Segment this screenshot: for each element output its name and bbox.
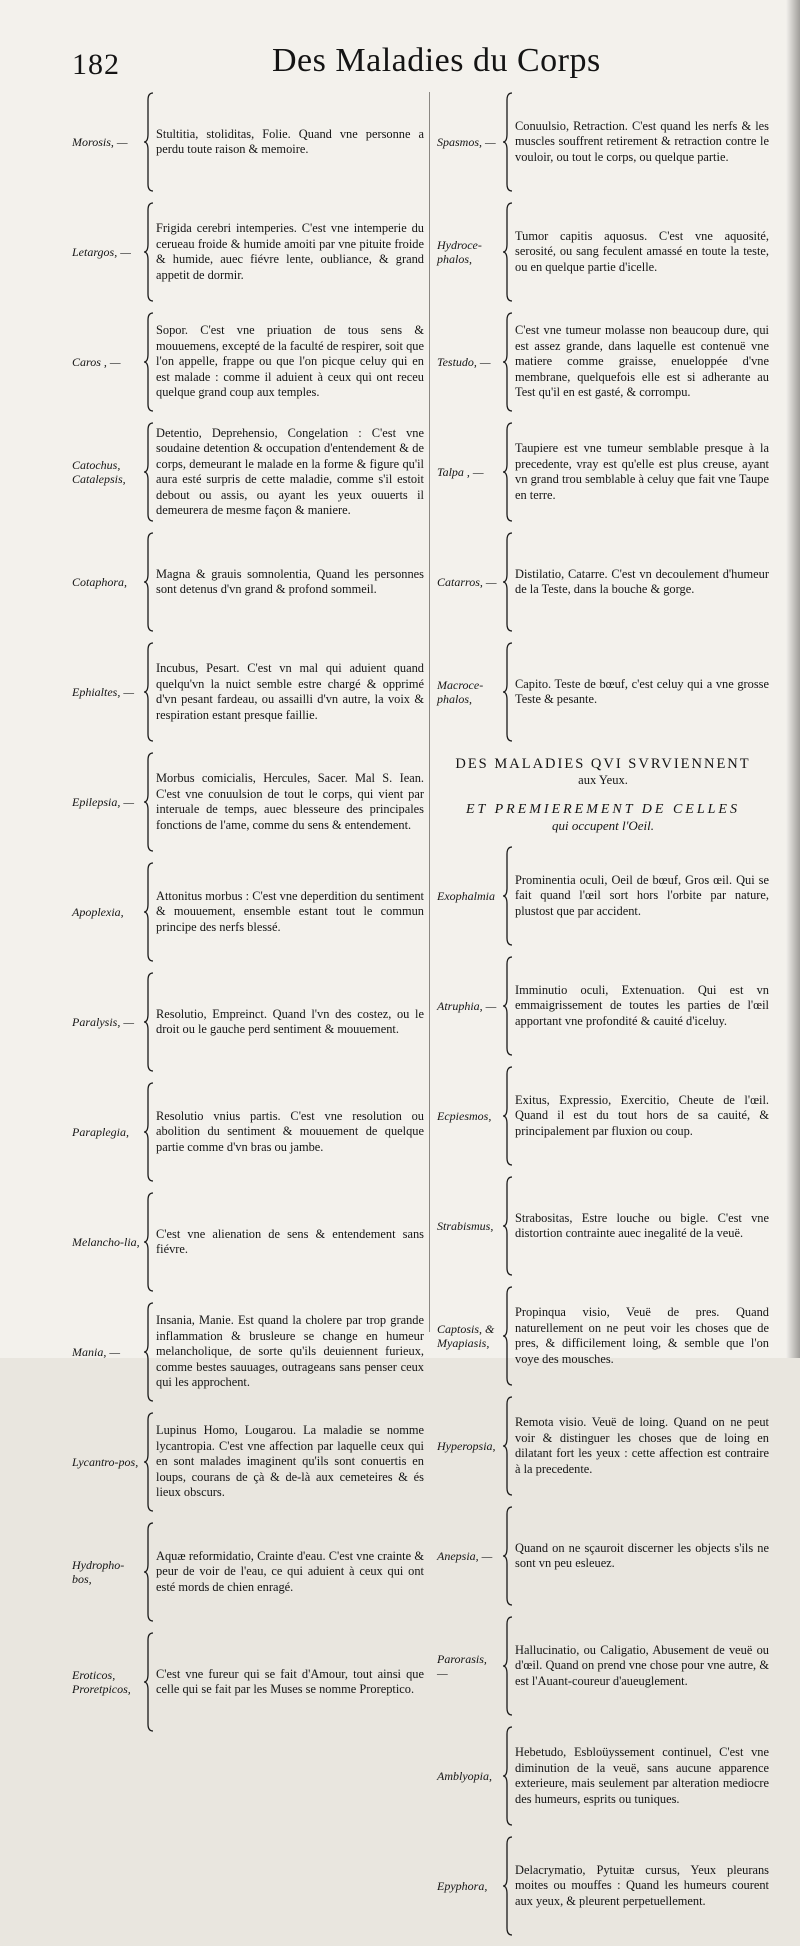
entry-term: Catochus, Catalepsis, [72,458,126,486]
entry-definition: Lupinus Homo, Lougarou. La maladie se nomme lycantropia. C'est vne affection par laquelle ceux qui en sont malades imaginent qu'ils sont conuertis en loups, courans de çà & de-là aux cemeteires & és lieux obscurs. [156,1423,424,1500]
glossary-entry [437,1176,769,1276]
glossary-entry [437,532,769,632]
glossary-entry [437,202,769,302]
entry-term: Anepsia, — [437,1549,493,1563]
glossary-entry [72,862,424,962]
entry-term: Caros , — [72,355,121,369]
entry-definition: Hebetudo, Esbloüyssement continuel, C'est vne diminution de la veuë, sans aucune apparence exterieure, mais seulement par alteration mediocre des humeurs, esprits ou tuniques. [515,1745,769,1806]
brace-icon [142,1192,156,1292]
glossary-entry [72,1082,424,1182]
glossary-entry [72,92,424,192]
glossary-entry [72,532,424,632]
entry-definition: C'est vne alienation de sens & entendement sans fiévre. [156,1226,424,1256]
section-title-first: ET PREMIEREMENT DE CELLES [466,802,740,817]
entry-definition: Quand on ne sçauroit discerner les objects s'ils ne sont vn peu esleuez. [515,1540,769,1570]
entry-term: Parorasis, — [437,1652,487,1680]
running-title: Des Maladies du Corps [272,42,601,79]
glossary-entry [437,92,769,192]
entry-term: Hydroce-phalos, [437,238,482,266]
entry-definition: Remota visio. Veuë de loing. Quand on ne peut voir & distinguer les choses que de loing en dilatant fort les yeux : cette affection est contraire à la precedente. [515,1415,769,1476]
entry-term: Talpa , — [437,465,484,479]
section-subtitle-first: qui occupent l'Oeil. [551,818,655,833]
entry-definition: Stultitia, stoliditas, Folie. Quand vne personne a perdu toute raison & memoire. [156,126,424,156]
brace-icon [142,1082,156,1182]
glossary-entry [437,1506,769,1606]
entry-term: Epyphora, [437,1879,488,1893]
brace-icon [501,1396,515,1496]
brace-icon [142,312,156,412]
right-entries [437,92,769,742]
glossary-entry [437,422,769,522]
entry-term: Morosis, — [72,135,128,149]
entry-term: Letargos, — [72,245,131,259]
entry-definition: Morbus comicialis, Hercules, Sacer. Mal S. Iean. C'est vne conuulsion de tout le corps, qui vient par interuale de temps, auec blesseure des principales fonctions de l'ame, comme du sens & entendement. [156,771,424,832]
brace-icon [501,312,515,412]
entry-term: Exophalmia [437,889,495,903]
entry-definition: Propinqua visio, Veuë de pres. Quand naturellement on ne peut voir les choses que de pres, & difficilement loing, & semble que l'on voye des mousches. [515,1305,769,1366]
brace-icon [501,642,515,742]
glossary-entry [72,1412,424,1512]
left-column [72,92,424,1742]
eye-entries [437,846,769,1936]
brace-icon [142,202,156,302]
entry-term: Melancho-lia, [72,1235,140,1249]
entry-term: Epilepsia, — [72,795,134,809]
glossary-entry [72,312,424,412]
brace-icon [142,1632,156,1732]
entry-term: Mania, — [72,1345,120,1359]
glossary-entry [437,1066,769,1166]
entry-definition: Insania, Manie. Est quand la cholere par trop grande inflammation & brusleure se change en humeur melancholique, de sorte qu'ils deuiennent furieux, comme bestes sauuages, outrageans sans penser ceux qui les approchent. [156,1313,424,1390]
brace-icon [501,1286,515,1386]
entry-definition: Aquæ reformidatio, Crainte d'eau. C'est vne crainte & peur de voir de l'eau, ce qui aduient à ceux qui ont esté mords de chien enragé. [156,1548,424,1594]
brace-icon [501,92,515,192]
glossary-entry [437,1616,769,1716]
brace-icon [501,1616,515,1716]
glossary-entry [72,972,424,1072]
entry-term: Ecpiesmos, [437,1109,492,1123]
glossary-entry [72,202,424,302]
glossary-entry [437,1286,769,1386]
glossary-entry [437,1396,769,1496]
brace-icon [501,422,515,522]
entry-definition: Tumor capitis aquosus. C'est vne aquosité, serosité, ou sang feculent amassé en toute la teste, ou en quelque partie d'icelle. [515,228,769,274]
brace-icon [142,1522,156,1622]
entry-definition: Conuulsio, Retraction. C'est quand les nerfs & les muscles souffrent retirement & retraction contre le vouloir, ou tout le corps, ou quelque partie. [515,118,769,164]
brace-icon [501,1836,515,1936]
entry-definition: C'est vne fureur qui se fait d'Amour, tout ainsi que celle qui se fait par les Muses se nomme Proreptico. [156,1666,424,1696]
entry-term: Catarros, — [437,575,497,589]
entry-definition: Delacrymatio, Pytuitæ cursus, Yeux pleurans moites ou mouffes : Quand les humeurs courent aux yeux, & pleurent perpetuellement. [515,1862,769,1908]
section-subtitle-eyes: aux Yeux. [578,773,628,787]
glossary-entry [72,1192,424,1292]
glossary-entry [72,1522,424,1622]
brace-icon [501,1176,515,1276]
entry-definition: C'est vne tumeur molasse non beaucoup dure, qui est assez grande, dans laquelle est contenuë vne matiere comme graisse, enueloppée d'vne membrane, quelquefois elle est si adherante au Test qu'il en est gasté, & corrompu. [515,323,769,400]
right-column [437,92,769,1946]
entry-term: Hydropho-bos, [72,1558,125,1586]
entry-definition: Detentio, Deprehensio, Congelation : C'est vne soudaine detention & occupation d'entendement & de corps, demeurant le malade en la forme & figure qu'il aura esté surpris de cette maladie, comme s'il estoit debout ou assis, ou ayant les yeux ouuerts il demeurera de mesme façon & maniere. [156,425,424,517]
entry-term: Testudo, — [437,355,491,369]
glossary-entry [437,956,769,1056]
glossary-entry [437,1726,769,1826]
brace-icon [142,642,156,742]
entry-definition: Frigida cerebri intemperies. C'est vne intemperie du cerueau froide & humide amoiti par vne pituite froide & humide, auec fiévre lente, oubliance, & grand appetit de dormir. [156,221,424,282]
glossary-entry [437,312,769,412]
entry-definition: Hallucinatio, ou Caligatio, Abusement de veuë ou d'œil. Quand on prend vne chose pour vne autre, & est l'Auant-coureur d'aueuglement. [515,1642,769,1688]
brace-icon [501,846,515,946]
entry-term: Atruphia, — [437,999,497,1013]
entry-term: Captosis, & Myapiasis, [437,1322,495,1350]
entry-definition: Incubus, Pesart. C'est vn mal qui aduient quand quelqu'vn la nuict semble estre chargé & opprimé d'vn pesant fardeau, ou assailli d'vn autre, la voix & respiration estant presque faillie. [156,661,424,722]
page-edge-shadow [786,0,800,1358]
brace-icon [142,422,156,522]
entry-term: Eroticos, Proretpicos, [72,1668,131,1696]
entry-definition: Strabositas, Estre louche ou bigle. C'est vne distortion contrainte auec inegalité de la veuë. [515,1210,769,1240]
brace-icon [501,1506,515,1606]
entry-term: Apoplexia, [72,905,124,919]
entry-term: Paralysis, — [72,1015,135,1029]
entry-term: Lycantro-pos, [72,1455,139,1469]
glossary-entry [72,752,424,852]
entry-definition: Resolutio, Empreinct. Quand l'vn des costez, ou le droit ou le gauche perd sentiment & mouuement. [156,1006,424,1036]
page-number: 182 [72,48,120,81]
glossary-entry [437,642,769,742]
glossary-entry [72,642,424,742]
brace-icon [142,1412,156,1512]
entry-definition: Resolutio vnius partis. C'est vne resolution ou abolition du sentiment & mouuement de quelque partie comme d'vn bras ou jambe. [156,1108,424,1154]
glossary-entry [437,1836,769,1936]
brace-icon [142,752,156,852]
entry-definition: Taupiere est vne tumeur semblable presque à la precedente, vray est qu'elle est plus creuse, ayant vn grand trou semblable à celuy que fait vne Taupe en terre. [515,441,769,502]
section-title-eyes: DES MALADIES QVI SVRVIENNENT [455,756,751,772]
brace-icon [142,92,156,192]
brace-icon [501,202,515,302]
entry-definition: Exitus, Expressio, Exercitio, Cheute de l'œil. Quand il est du tout hors de sa cauité, & principalement par fluxion ou coup. [515,1092,769,1138]
brace-icon [501,1726,515,1826]
entry-term: Macroce-phalos, [437,678,484,706]
entry-definition: Attonitus morbus : C'est vne deperdition du sentiment & mouuement, ensemble estant tout le commun principe des nerfs blessé. [156,888,424,934]
brace-icon [142,862,156,962]
entry-definition: Imminutio oculi, Extenuation. Qui est vn emmaigrissement de toutes les parties de l'œil apportant vne profondité & cauité d'iceluy. [515,982,769,1028]
entry-definition: Prominentia oculi, Oeil de bœuf, Gros œil. Qui se fait quand l'œil sort hors l'orbite par nature, plustost que par accident. [515,872,769,918]
entry-term: Spasmos, — [437,135,496,149]
brace-icon [142,1302,156,1402]
entry-definition: Sopor. C'est vne priuation de tous sens & mouuemens, excepté de la faculté de respirer, soit que l'on appelle, frappe ou que l'on picque celuy qui en est malade : comme il aduient à ceux qui ont receu quelque grand coup aux temples. [156,323,424,400]
brace-icon [501,1066,515,1166]
entry-term: Cotaphora, [72,575,128,589]
brace-icon [501,532,515,632]
entry-term: Amblyopia, [437,1769,492,1783]
entry-definition: Magna & grauis somnolentia, Quand les personnes sont detenus d'vn grand & profond sommeil. [156,566,424,596]
glossary-entry [72,422,424,522]
entry-definition: Distilatio, Catarre. C'est vn decoulement d'humeur de la Teste, dans la bouche & gorge. [515,566,769,596]
entry-term: Ephialtes, — [72,685,134,699]
entry-definition: Capito. Teste de bœuf, c'est celuy qui a vne grosse Teste & pesante. [515,676,769,706]
brace-icon [142,532,156,632]
brace-icon [142,972,156,1072]
column-divider [429,92,430,1332]
entry-term: Hyperopsia, [437,1439,496,1453]
brace-icon [501,956,515,1056]
entry-term: Paraplegia, [72,1125,129,1139]
glossary-entry [72,1302,424,1402]
entry-term: Strabismus, [437,1219,494,1233]
glossary-entry [72,1632,424,1732]
glossary-entry [437,846,769,946]
